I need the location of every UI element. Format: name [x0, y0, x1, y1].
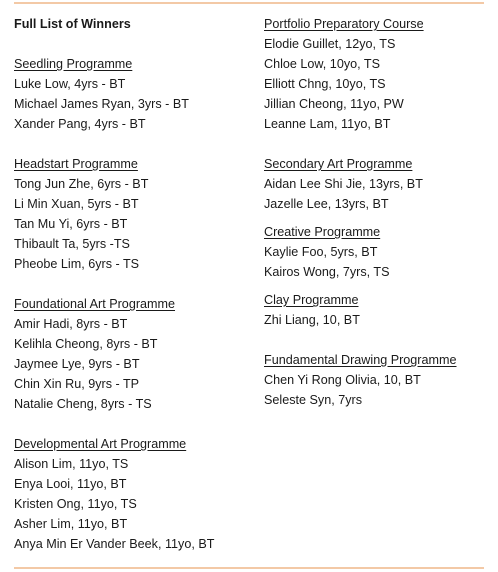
winner-entry: Asher Lim, 11yo, BT: [14, 517, 128, 531]
winner-entry: Li Min Xuan, 5yrs - BT: [14, 197, 139, 211]
winner-entry: Kaylie Foo, 5yrs, BT: [264, 245, 378, 259]
winner-entry: Xander Pang, 4yrs - BT: [14, 117, 146, 131]
section-fundamental-drawing: [264, 350, 494, 410]
section-heading: Headstart Programme: [14, 157, 138, 171]
section-heading: Fundamental Drawing Programme: [264, 353, 457, 367]
winner-entry: Zhi Liang, 10, BT: [264, 313, 360, 327]
page-title: Full List of Winners: [14, 17, 131, 31]
winner-entry: Chin Xin Ru, 9yrs - TP: [14, 377, 140, 391]
winner-entry: Elliott Chng, 10yo, TS: [264, 77, 386, 91]
winner-entry: Tan Mu Yi, 6yrs - BT: [14, 217, 128, 231]
winner-entry: Amir Hadi, 8yrs - BT: [14, 317, 128, 331]
winner-entry: Pheobe Lim, 6yrs - TS: [14, 257, 140, 271]
bottom-divider: [14, 567, 484, 569]
winner-entry: Aidan Lee Shi Jie, 13yrs, BT: [264, 177, 423, 191]
winner-entry: Kairos Wong, 7yrs, TS: [264, 265, 390, 279]
winner-entry: Chloe Low, 10yo, TS: [264, 57, 380, 71]
winner-entry: Jazelle Lee, 13yrs, BT: [264, 197, 389, 211]
winner-entry: Alison Lim, 11yo, TS: [14, 457, 129, 471]
winner-entry: Tong Jun Zhe, 6yrs - BT: [14, 177, 149, 191]
section-heading: Clay Programme: [264, 293, 359, 307]
left-column: [14, 14, 254, 554]
winner-entry: Thibault Ta, 5yrs -TS: [14, 237, 130, 251]
section-heading: Creative Programme: [264, 225, 381, 239]
section-headstart: [14, 154, 254, 274]
winner-entry: Luke Low, 4yrs - BT: [14, 77, 126, 91]
section-clay: [264, 290, 494, 330]
winner-entry: Elodie Guillet, 12yo, TS: [264, 37, 396, 51]
right-column: [264, 14, 494, 410]
top-divider: [14, 2, 484, 4]
winner-entry: Michael James Ryan, 3yrs - BT: [14, 97, 189, 111]
section-portfolio-preparatory: [264, 14, 494, 134]
section-seedling: [14, 54, 254, 134]
section-creative: [264, 222, 494, 282]
winner-entry: Natalie Cheng, 8yrs - TS: [14, 397, 152, 411]
section-foundational-art: [14, 294, 254, 414]
winner-entry: Chen Yi Rong Olivia, 10, BT: [264, 373, 421, 387]
section-secondary-art: [264, 154, 494, 214]
section-developmental-art: [14, 434, 254, 554]
winner-entry: Jaymee Lye, 9yrs - BT: [14, 357, 140, 371]
section-heading: Developmental Art Programme: [14, 437, 187, 451]
winner-entry: Jillian Cheong, 11yo, PW: [264, 97, 404, 111]
section-heading: Secondary Art Programme: [264, 157, 413, 171]
winner-entry: Seleste Syn, 7yrs: [264, 393, 362, 407]
winner-entry: Kristen Ong, 11yo, TS: [14, 497, 137, 511]
winner-entry: Enya Looi, 11yo, BT: [14, 477, 127, 491]
section-heading: Seedling Programme: [14, 57, 133, 71]
section-heading: Foundational Art Programme: [14, 297, 176, 311]
winner-entry: Kelihla Cheong, 8yrs - BT: [14, 337, 158, 351]
winner-entry: Leanne Lam, 11yo, BT: [264, 117, 391, 131]
winner-entry: Anya Min Er Vander Beek, 11yo, BT: [14, 537, 215, 551]
section-heading: Portfolio Preparatory Course: [264, 17, 424, 31]
